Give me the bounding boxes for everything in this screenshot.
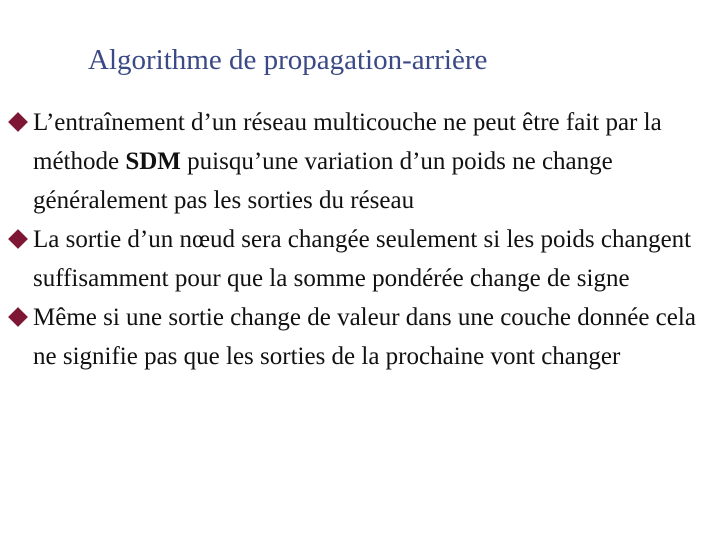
bullet-item [0, 220, 715, 298]
bullet-text-start: L’entraînement d’un réseau multicouche ne peut être fait par la méthode [33, 109, 662, 175]
bullet-item [0, 103, 715, 220]
slide-title: Algorithme de propagation-arrière [88, 44, 488, 76]
bullet-text: Même si une sortie change de valeur dans une couche donnée cela ne signifie pas que les sorties de la prochaine vont changer [33, 304, 696, 370]
bullet-text: La sortie d’un nœud sera changée seulement si les poids changent suffisamment pour que la somme pondérée change de signe [33, 226, 692, 292]
diamond-bullet-icon [7, 306, 29, 328]
bullet-item [0, 298, 715, 376]
bullet-list [0, 103, 720, 376]
diamond-bullet-icon [7, 228, 29, 250]
bullet-text-bold: SDM [125, 148, 181, 175]
bullet-text-end: puisqu’une variation d’un poids ne change généralement pas les sorties du réseau [33, 148, 613, 214]
diamond-bullet-icon [7, 111, 29, 133]
